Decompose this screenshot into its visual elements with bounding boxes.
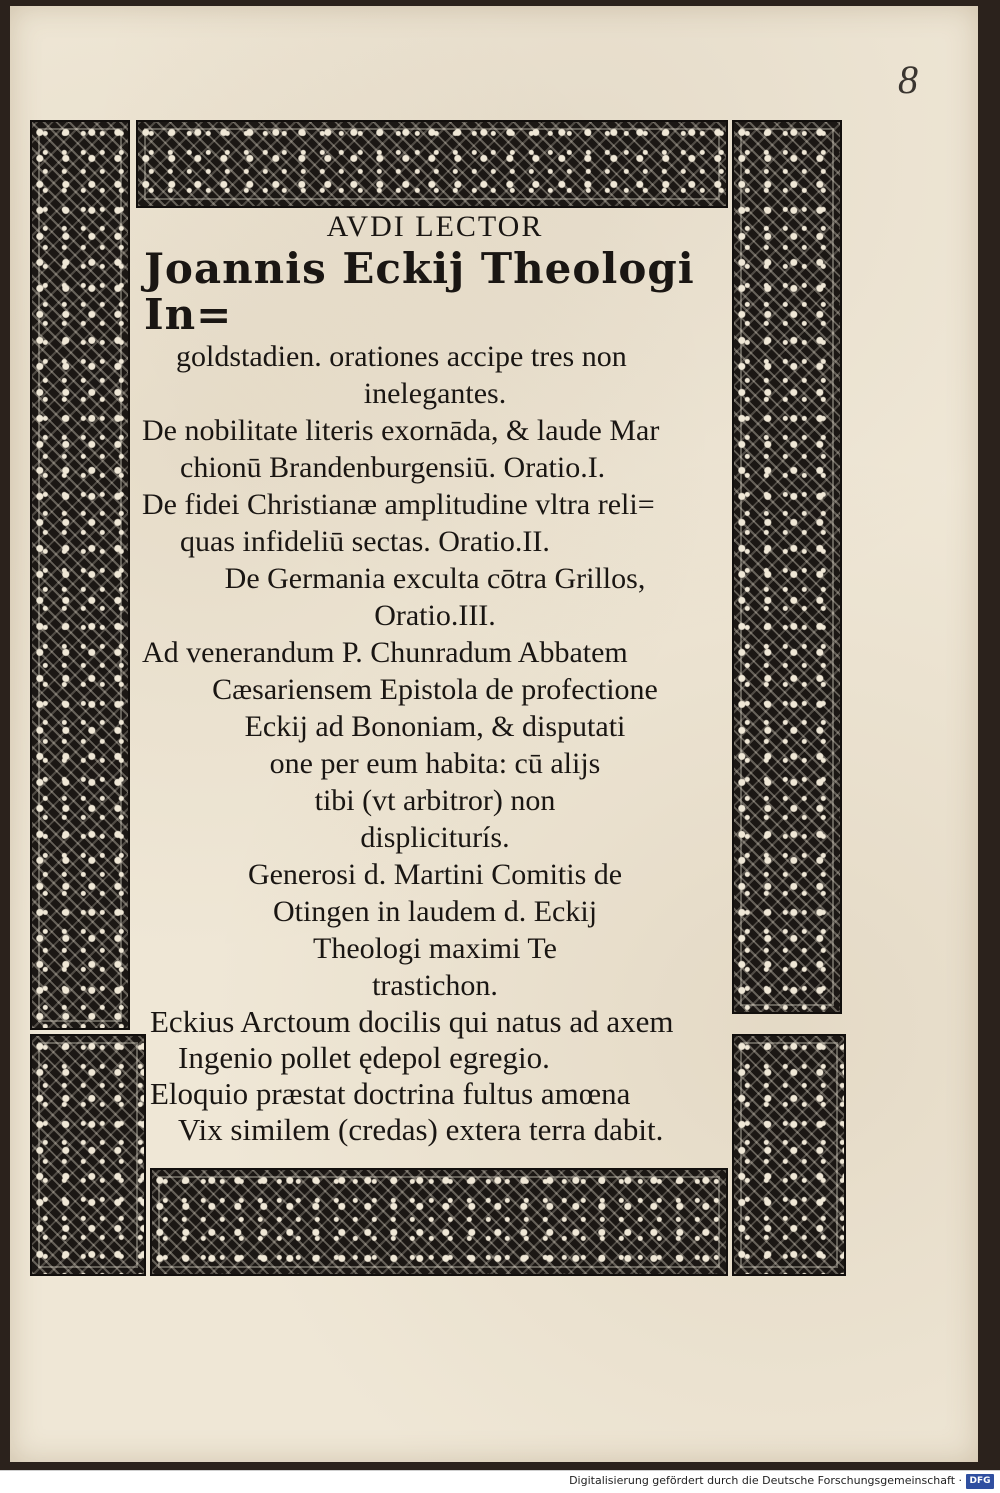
text-line: one per eum habita: cū alijs bbox=[269, 747, 601, 780]
verse-line: Vix similem (credas) extera terra dabit. bbox=[178, 1112, 664, 1147]
text-line: Oratio.III. bbox=[374, 599, 496, 632]
woodcut-border-bottom-right bbox=[732, 1034, 846, 1276]
woodcut-border-right bbox=[732, 120, 842, 1014]
text-line: De fidei Christianæ amplitudine vltra reli= bbox=[142, 488, 655, 521]
text-line: Generosi d. Martini Comitis de bbox=[247, 858, 623, 891]
woodcut-border-bottom bbox=[150, 1168, 728, 1276]
text-line: goldstadien. orationes accipe tres non bbox=[176, 340, 627, 373]
funding-notice: Digitalisierung gefördert durch die Deutsche Forschungsgemeinschaft · bbox=[569, 1474, 962, 1487]
text-line: Otingen in laudem d. Eckij bbox=[272, 895, 598, 928]
text-line: inelegantes. bbox=[363, 377, 507, 410]
author-line: Joannis Eckij Theologi In= bbox=[144, 244, 695, 339]
text-line: De Germania exculta cōtra Grillos, bbox=[224, 562, 646, 595]
text-line: chionū Brandenburgensiū. Oratio.I. bbox=[180, 451, 606, 484]
text-line: quas infideliū sectas. Oratio.II. bbox=[180, 525, 550, 558]
text-line: Theologi maximi Te bbox=[313, 932, 557, 965]
woodcut-border-bottom-left bbox=[30, 1034, 146, 1276]
heading: AVDI LECTOR bbox=[326, 210, 544, 243]
text-line: Ad venerandum P. Chunradum Abbatem bbox=[142, 636, 628, 669]
text-line: tibi (vt arbitror) non bbox=[314, 784, 556, 817]
text-line: De nobilitate literis exornāda, & laude Mar bbox=[142, 414, 660, 447]
page-number: 8 bbox=[898, 57, 918, 102]
text-line: trastichon. bbox=[372, 969, 498, 1002]
verse-line: Ingenio pollet ędepol egregio. bbox=[178, 1040, 550, 1075]
dfg-logo-icon: DFG bbox=[966, 1474, 994, 1489]
title-page-text bbox=[142, 208, 728, 1148]
verse-line: Eckius Arctoum docilis qui natus ad axem bbox=[150, 1004, 674, 1039]
woodcut-border-top bbox=[136, 120, 728, 208]
verse-line: Eloquio præstat doctrina fultus amœna bbox=[150, 1076, 631, 1111]
text-line: displiciturís. bbox=[360, 821, 510, 854]
woodcut-border-left bbox=[30, 120, 130, 1030]
footer-bar bbox=[0, 1470, 1000, 1493]
text-line: Cæsariensem Epistola de profectione bbox=[212, 673, 658, 706]
text-line: Eckij ad Bononiam, & disputati bbox=[244, 710, 626, 743]
